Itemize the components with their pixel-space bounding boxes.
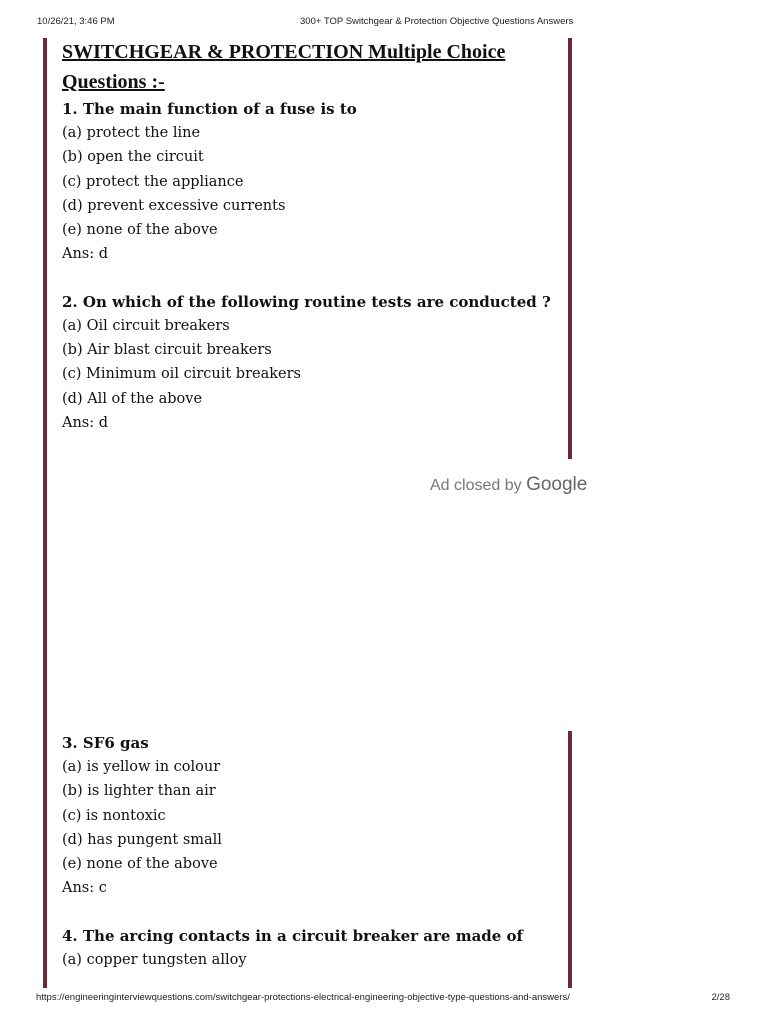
right-border-rule-bottom [568, 731, 572, 988]
print-url: https://engineeringinterviewquestions.com/switchgear-protections-electrical-engineering-objective-type-questions-and-answers/ [36, 992, 570, 1003]
ad-closed-text: Ad closed by [430, 477, 522, 494]
question-4: 4. The arcing contacts in a circuit breaker are made of [62, 926, 524, 945]
ad-closed-notice [430, 474, 587, 496]
question-3-option-e: (e) none of the above [62, 856, 218, 873]
page-heading-line1: SWITCHGEAR & PROTECTION Multiple Choice [62, 41, 506, 63]
question-1-option-d: (d) prevent excessive currents [62, 197, 286, 214]
question-2-option-d: (d) All of the above [62, 390, 203, 407]
question-2-answer: Ans: d [62, 414, 109, 431]
question-2-option-a: (a) Oil circuit breakers [62, 317, 230, 334]
page-number: 2/28 [711, 992, 730, 1003]
content-section-top [62, 37, 562, 435]
print-page-title: 300+ TOP Switchgear & Protection Objective Questions Answers [300, 16, 574, 27]
question-1-option-c: (c) protect the appliance [62, 173, 244, 190]
content-section-bottom [62, 731, 562, 972]
question-1-answer: Ans: d [62, 246, 109, 263]
question-1-option-b: (b) open the circuit [62, 149, 204, 166]
question-1-option-e: (e) none of the above [62, 222, 218, 239]
question-3-answer: Ans: c [62, 880, 107, 897]
print-datetime: 10/26/21, 3:46 PM [37, 16, 115, 27]
google-logo: Google [526, 474, 588, 495]
question-4-option-a: (a) copper tungsten alloy [62, 951, 247, 968]
question-2-option-c: (c) Minimum oil circuit breakers [62, 366, 301, 383]
question-3: 3. SF6 gas [62, 734, 149, 752]
question-3-option-c: (c) is nontoxic [62, 807, 166, 824]
question-3-option-a: (a) is yellow in colour [62, 759, 221, 775]
question-3-option-b: (b) is lighter than air [62, 783, 216, 800]
left-border-rule [43, 38, 47, 988]
question-3-option-d: (d) has pungent small [62, 831, 222, 848]
question-1-option-a: (a) protect the line [62, 125, 201, 141]
page-heading-line2: Questions :- [62, 71, 165, 93]
question-1: 1. The main function of a fuse is to [62, 100, 357, 118]
question-2-option-b: (b) Air blast circuit breakers [62, 342, 272, 359]
question-2: 2. On which of the following routine tests are conducted ? [62, 292, 551, 311]
right-border-rule-top [568, 38, 572, 459]
